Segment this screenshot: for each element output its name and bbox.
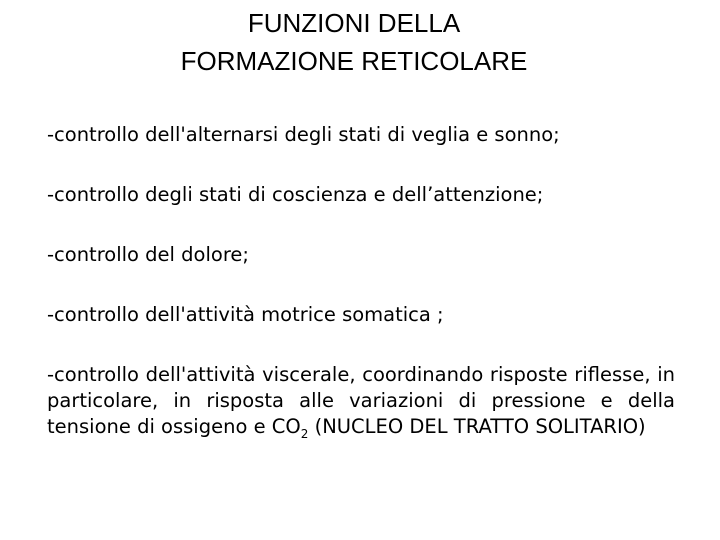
list-item-sleep-wake: -controllo dell'alternarsi degli stati di veglia e sonno; [47,123,560,146]
list-item-pain: -controllo del dolore; [47,243,249,266]
list-item-visceral [47,362,675,440]
list-item-consciousness: -controllo degli stati di coscienza e dell’attenzione; [47,183,544,206]
visceral-text-tail: (NUCLEO DEL TRATTO SOLITARIO) [308,415,646,438]
list-item-motor: -controllo dell'attività motrice somatica ; [47,303,444,326]
function-list [47,122,675,440]
visceral-text: -controllo dell'attività viscerale, coordinando risposte riflesse, in particolare, in risposta alle variazioni di pressione e della tensione di ossigeno e CO [47,363,675,438]
co2-subscript: 2 [300,426,309,441]
title-line-2: FORMAZIONE RETICOLARE [180,46,528,76]
slide-title [0,4,708,80]
title-line-1: FUNZIONI DELLA [247,8,461,38]
